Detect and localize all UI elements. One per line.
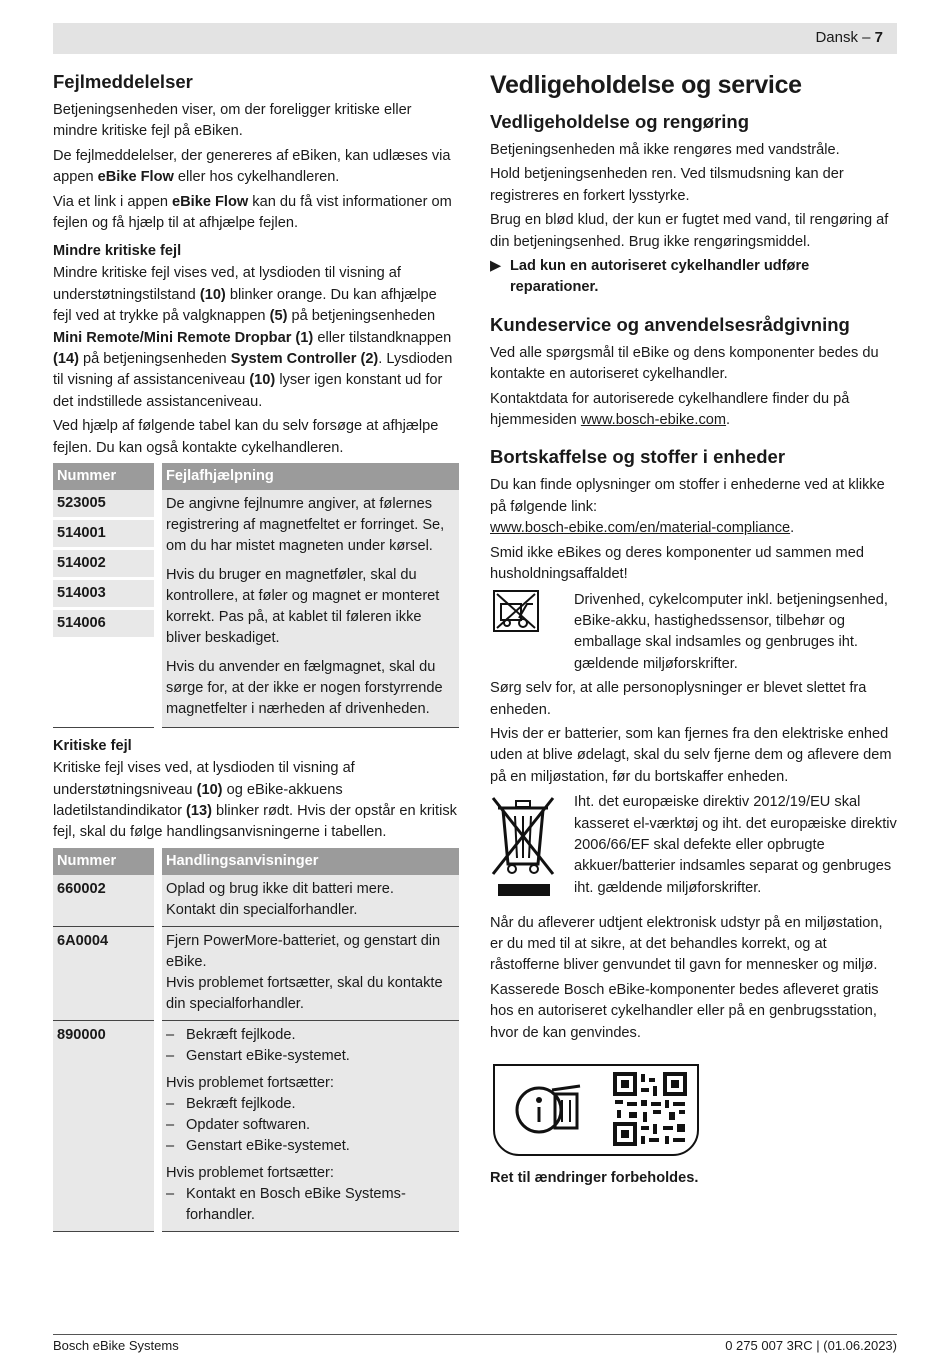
paragraph: Smid ikke eBikes og deres komponenter ud sammen med husholdningsaffaldet!	[490, 544, 864, 583]
paragraph: Brug en blød klud, der kun er fugtet med vand, til rengøring af din betjeningsenhed. Brug ikke rengøringsmiddel.	[490, 212, 889, 250]
error-number: 514002	[53, 550, 154, 577]
action-cell: Oplad og brug ikke dit batteri mere. Kontakt din specialforhandler.	[158, 875, 459, 927]
paragraph: Kasserede Bosch eBike-komponenter bedes afleveret gratis hos en autoriseret cykelhandler eller på en genbrugsstation, hvor de kan genvindes.	[490, 981, 879, 1041]
weee-notice	[490, 792, 897, 909]
remedy-text: De angivne fejlnumre angiver, at følernes registrering af magnetfeltet er forringet. Se, om du har mistet magneten under kørsel.	[166, 496, 445, 555]
qr-code[interactable]	[607, 1066, 693, 1152]
main-title: Vedligeholdelse og service	[490, 71, 802, 99]
section-title-disposal: Bortskaffelse og stoffer i enheder	[490, 446, 786, 468]
subheading-minor-errors: Mindre kritiske fejl	[53, 243, 182, 260]
footer-rule	[53, 1334, 897, 1335]
error-number: 514006	[53, 610, 154, 637]
paragraph: Iht. det europæiske direktiv 2012/19/EU skal kasseret el-værktøj og iht. det europæiske direktiv 2006/66/EF skal defekte eller opbrugte akkuer/batterier indsamles separat og genbruges iht. gældende miljøforskrifter.	[574, 794, 897, 896]
no-household-waste-icon	[490, 590, 574, 676]
left-column	[53, 68, 459, 1240]
paragraph: Mindre kritiske fejl vises ved, at lysdioden til visning af understøtningstilstand (10) blinker orange. Du kan afhjælpe fejl ved at trykke på valgknappen (5) på betjeningsenheden Mini Remote/Mini Remote Dropbar (1) eller tilstandknappen (14) på betjeningsenheden System Controller (2). Lysdioden til visning af assistanceniveau (10) lyser igen konstant ud for det indstillede assistanceniveau.	[53, 265, 453, 410]
paragraph: Betjeningsenheden må ikke rengøres med vandstråle.	[490, 142, 840, 158]
disposal-notice	[490, 590, 897, 676]
table-row	[53, 926, 459, 1020]
closing-note: Ret til ændringer forbeholdes.	[490, 1170, 699, 1186]
paragraph: De fejlmeddelelser, der genereres af eBiken, kan udlæses via appen eBike Flow eller hos cykelhandleren.	[53, 147, 451, 186]
paragraph: Drivenhed, cykelcomputer inkl. betjeningsenhed, eBike-akku, hastighedssensor, tilbehør og emballage skal indsamles og genbruges iht. gældende miljøforskrifter.	[574, 591, 888, 672]
warning-instruction: ▶ Lad kun en autoriseret cykelhandler udføre reparationer.	[490, 256, 897, 299]
table-row	[53, 875, 459, 927]
material-compliance-link[interactable]: www.bosch-ebike.com/en/material-compliance	[490, 520, 791, 537]
error-number: 514003	[53, 580, 154, 607]
arrow-icon: ▶	[490, 258, 502, 275]
recycling-info-box	[493, 1064, 699, 1156]
crossed-bin-icon	[490, 792, 574, 909]
paragraph: Sørg selv for, at alle personoplysninger er blevet slettet fra enheden.	[490, 680, 867, 718]
remedy-text: Hvis du bruger en magnetføler, skal du kontrollere, at føler og magnet er monteret korrekt. Pas på, at kablet til føleren ikke bliver beskadiget.	[166, 567, 440, 647]
critical-errors-table	[53, 848, 459, 1232]
error-number: 514001	[53, 520, 154, 547]
footer-doc-number: 0 275 007 3RC | (01.06.2023)	[725, 1338, 897, 1353]
remedy-text: Hvis du anvender en fælgmagnet, skal du sørge for, at der ikke er nogen forstyrrende magnetfelter i nærheden af drivenheden.	[166, 659, 443, 718]
table-header-number: Nummer	[53, 463, 158, 490]
subheading-critical-errors: Kritiske fejl	[53, 738, 132, 755]
error-number: 890000	[53, 1020, 158, 1231]
right-column	[490, 68, 897, 1192]
paragraph: Når du afleverer udtjent elektronisk udstyr på en miljøstation, er du med til at sikre, at det behandles korrekt, og at råstofferne bliver genvundet til gavn for mennesker og miljø.	[490, 914, 883, 974]
minor-errors-table	[53, 463, 459, 728]
paragraph: Ved alle spørgsmål til eBike og dens komponenter bedes du kontakte en autoriseret cykelhandler.	[490, 344, 879, 383]
error-number: 6A0004	[53, 926, 158, 1020]
table-header-actions: Handlingsanvisninger	[158, 848, 459, 875]
table-header-remedy: Fejlafhjælpning	[158, 463, 459, 490]
paragraph: Hvis der er batterier, som kan fjernes fra den elektriske enhed uden at blive ødelagt, skal du selv fjerne dem og aflevere dem på en miljøstation, før du bortskaffer enheden.	[490, 725, 892, 785]
table-row	[53, 1020, 459, 1231]
error-number-list	[53, 490, 158, 728]
action-cell: Fjern PowerMore-batteriet, og genstart din eBike. Hvis problemet fortsætter, skal du kontakte din specialforhandler.	[158, 926, 459, 1020]
paragraph: Ved hjælp af følgende tabel kan du selv forsøge at afhjælpe fejlen. Du kan også kontakte cykelhandleren.	[53, 418, 439, 456]
paragraph: Betjeningsenheden viser, om der foreligger kritiske eller mindre kritiske fejl på eBiken.	[53, 102, 412, 140]
paragraph: Du kan finde oplysninger om stoffer i enhederne ved at klikke på følgende link:	[490, 477, 885, 515]
page-header-text: Dansk – 7	[815, 29, 883, 46]
website-link[interactable]: www.bosch-ebike.com	[580, 412, 727, 429]
table-header-number: Nummer	[53, 848, 158, 875]
page-header-bar	[53, 23, 897, 54]
section-title-error-messages: Fejlmeddelelser	[53, 71, 193, 92]
info-bin-icon	[495, 1066, 607, 1154]
paragraph: Hold betjeningsenheden ren. Ved tilsmudsning kan der registreres en forkert lysstyrke.	[490, 166, 844, 204]
footer-brand: Bosch eBike Systems	[53, 1338, 179, 1353]
paragraph: Kritiske fejl vises ved, at lysdioden til visning af understøtningsniveau (10) og eBike-akkuens ladetilstandindikator (13) blinker rødt. Hvis der opstår en kritisk fejl, skal du følge handlingsanvisningerne i tabellen.	[53, 760, 457, 841]
paragraph: Via et link i appen eBike Flow kan du få vist informationer om fejlen og få hjælp til at afhjælpe fejlen.	[53, 193, 452, 232]
remedy-cell	[158, 490, 459, 728]
action-cell: – Bekræft fejlkode. – Genstart eBike-systemet. Hvis problemet fortsætter: – Bekræft fejlkode. – Opdater softwaren. – Genstart eBike-systemet. Hvis problemet fortsætter: – Kontakt en Bosch eBike Systems-forhandler.	[158, 1020, 459, 1231]
error-number: 660002	[53, 875, 158, 927]
section-title-maintenance: Vedligeholdelse og rengøring	[490, 111, 750, 132]
paragraph: Kontaktdata for autoriserede cykelhandlere finder du på hjemmesiden www.bosch-ebike.com.	[490, 390, 850, 429]
paragraph: www.bosch-ebike.com/en/material-compliance.	[490, 520, 795, 537]
section-title-customer-service: Kundeservice og anvendelsesrådgivning	[490, 313, 850, 335]
error-number: 523005	[53, 490, 154, 517]
